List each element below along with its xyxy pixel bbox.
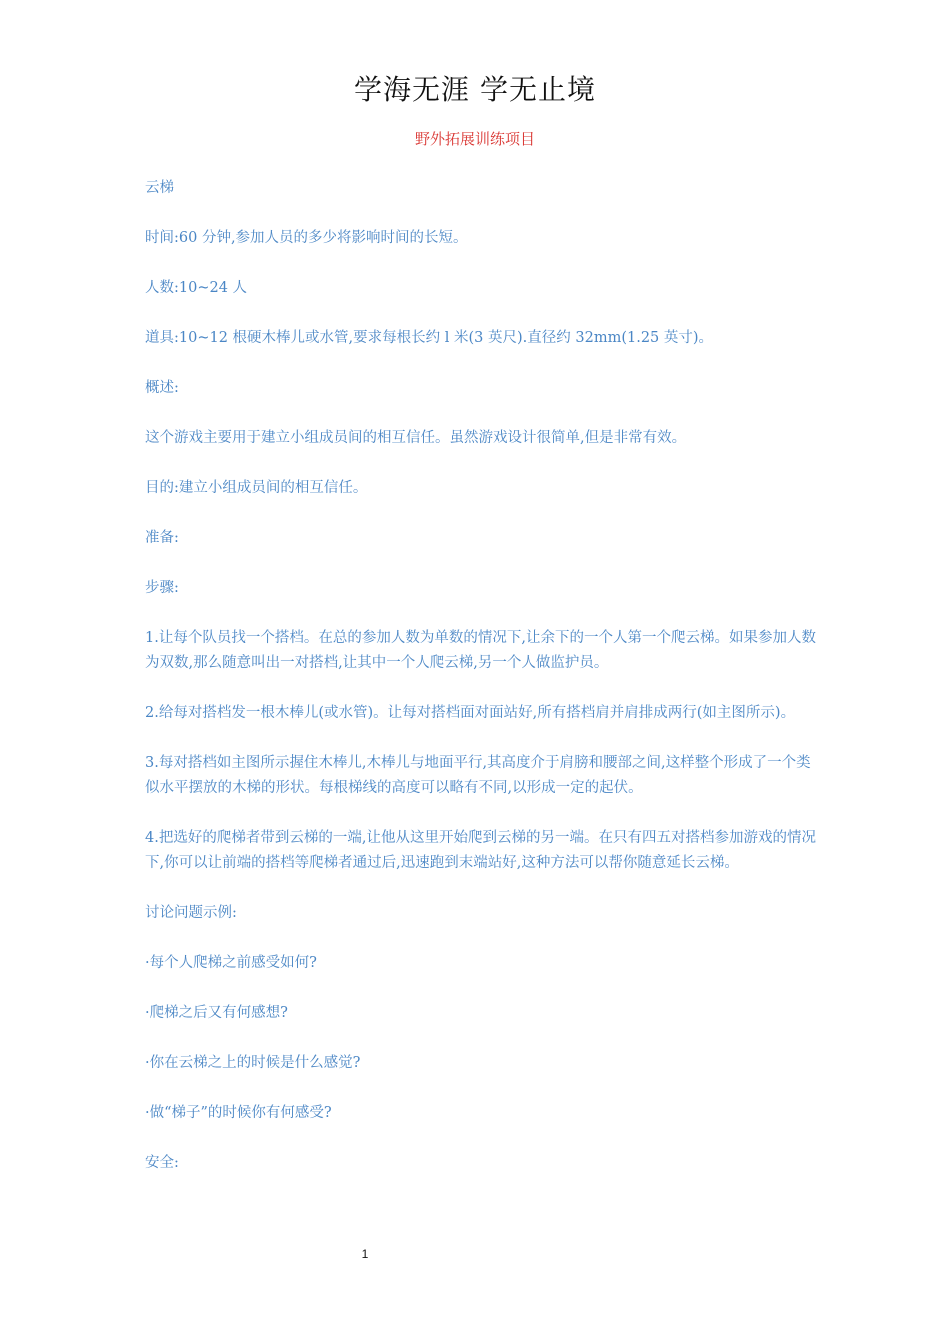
paragraph-step-1: 1.让每个队员找一个搭档。在总的参加人数为单数的情况下,让余下的一个人第一个爬云梯。如果参加人数为双数,那么随意叫出一对搭档,让其中一个人爬云梯,另一个人做监护员。 — [145, 630, 816, 671]
paragraph-safety-label: 安全: — [145, 1155, 179, 1171]
list-item-question-1: ·每个人爬梯之前感受如何? — [145, 955, 317, 971]
paragraph-overview-label: 概述: — [145, 380, 179, 396]
page-number: 1 — [361, 1247, 369, 1261]
paragraph-steps-label: 步骤: — [145, 580, 179, 596]
paragraph-step-3: 3.每对搭档如主图所示握住木棒儿,木棒儿与地面平行,其高度介于肩膀和腰部之间,这样整个形成了一个类似水平摆放的木梯的形状。每根梯线的高度可以略有不同,以形成一定的起伏。 — [145, 755, 811, 796]
list-item-question-4: ·做“梯子”的时候你有何感受? — [145, 1105, 332, 1121]
paragraph-participants: 人数:10~24 人 — [145, 280, 248, 296]
paragraph-step-4: 4.把选好的爬梯者带到云梯的一端,让他从这里开始爬到云梯的另一端。在只有四五对搭档参加游戏的情况下,你可以让前端的搭档等爬梯者通过后,迅速跑到末端站好,这种方法可以帮你随意延长云梯。 — [145, 830, 816, 871]
paragraph-time: 时间:60 分钟,参加人员的多少将影响时间的长短。 — [145, 230, 468, 246]
paragraph-overview: 这个游戏主要用于建立小组成员间的相互信任。虽然游戏设计很简单,但是非常有效。 — [145, 430, 687, 446]
list-item-question-2: ·爬梯之后又有何感想? — [145, 1005, 288, 1021]
paragraph-discussion-label: 讨论问题示例: — [145, 905, 237, 921]
paragraph-preparation-label: 准备: — [145, 530, 179, 546]
section-heading-cloud-ladder: 云梯 — [145, 180, 174, 196]
page-header-title: 学海无涯 学无止境 — [354, 73, 596, 106]
document-body — [145, 176, 817, 1201]
paragraph-step-2: 2.给每对搭档发一根木棒儿(或水管)。让每对搭档面对面站好,所有搭档肩并肩排成两行(如主图所示)。 — [145, 705, 796, 721]
document-subtitle: 野外拓展训练项目 — [414, 130, 535, 148]
list-item-question-3: ·你在云梯之上的时候是什么感觉? — [145, 1055, 361, 1071]
paragraph-purpose: 目的:建立小组成员间的相互信任。 — [145, 480, 368, 496]
paragraph-props: 道具:10~12 根硬木棒儿或水管,要求每根长约 l 米(3 英尺).直径约 32mm(1.25 英寸)。 — [145, 330, 714, 346]
